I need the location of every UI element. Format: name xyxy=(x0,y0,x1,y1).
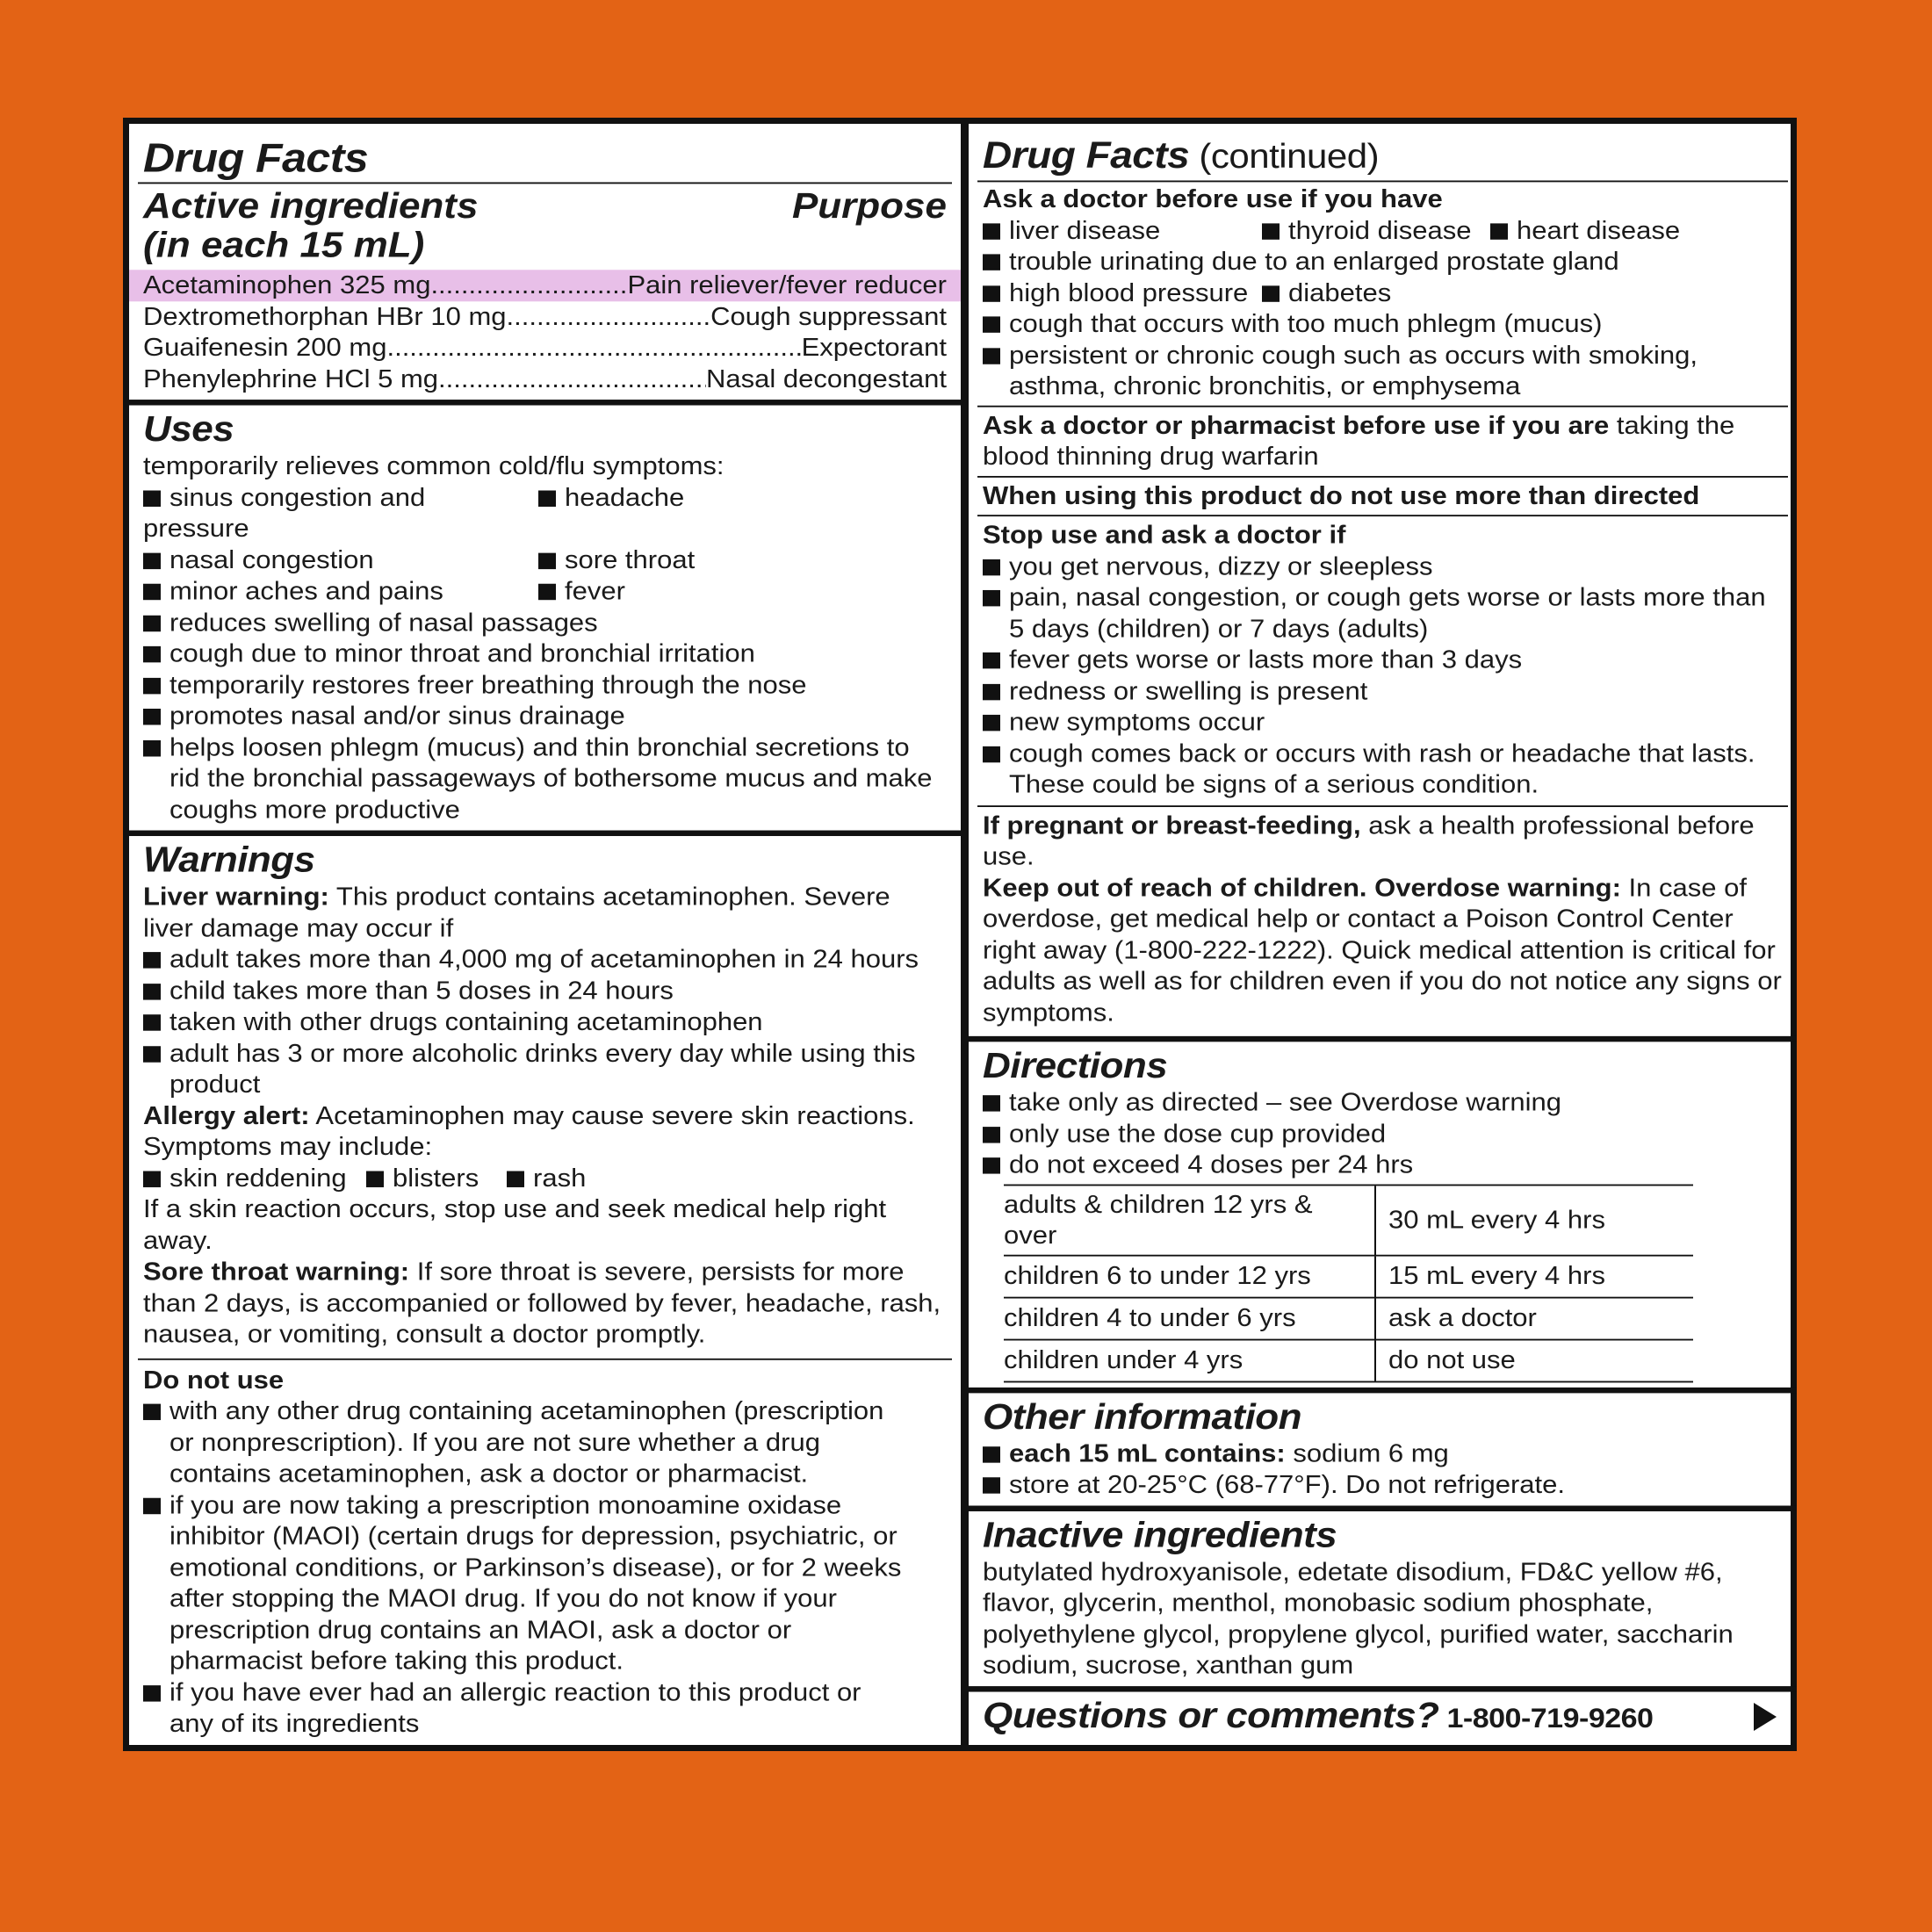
purpose-heading: Purpose xyxy=(791,186,947,227)
list-item-text: fever gets worse or lasts more than 3 days xyxy=(1009,645,1523,674)
ingredient-purpose: Cough suppressant xyxy=(710,301,947,331)
ingredient-row xyxy=(143,364,947,395)
list-item xyxy=(983,1150,1783,1180)
square-bullet-icon xyxy=(983,590,1000,606)
square-bullet-icon xyxy=(983,715,1000,731)
pregnancy-text: ask a health professional before use. xyxy=(983,811,1755,870)
list-item-text: rash xyxy=(533,1163,587,1193)
dose-cell: ask a doctor xyxy=(1375,1297,1693,1339)
active-ingredients-heading: Active ingredients xyxy=(143,186,479,227)
ingredient-name: Acetaminophen 325 mg xyxy=(143,270,431,299)
square-bullet-icon xyxy=(143,984,161,999)
table-row xyxy=(1004,1339,1693,1381)
list-item xyxy=(983,707,1783,738)
square-bullet-icon xyxy=(143,709,161,724)
list-item-text: helps loosen phlegm (mucus) and thin bronchial secretions to rid the bronchial passageways of bothersome mucus and make coughs more productive xyxy=(169,732,933,824)
list-item-text: minor aches and pains xyxy=(169,576,443,605)
list-item xyxy=(983,1438,1783,1469)
continued-label: (continued) xyxy=(1189,136,1380,176)
square-bullet-icon xyxy=(538,584,556,600)
square-bullet-icon xyxy=(143,740,161,756)
list-item-text: do not exceed 4 doses per 24 hrs xyxy=(1009,1150,1414,1179)
list-item-text: adult has 3 or more alcoholic drinks every day while using this product xyxy=(169,1038,916,1099)
inline-bullet-item xyxy=(538,482,684,544)
allergy-alert xyxy=(143,1100,947,1163)
list-item-text: nasal congestion xyxy=(169,544,374,574)
ask-doctor-title: Ask a doctor before use if you have xyxy=(983,184,1443,213)
storage-text: store at 20-25°C (68-77°F). Do not refrigerate. xyxy=(1009,1469,1566,1499)
square-bullet-icon xyxy=(538,552,556,568)
questions-phone: 1-800-719-9260 xyxy=(1438,1702,1654,1734)
list-item-text: headache xyxy=(565,482,685,512)
square-bullet-icon xyxy=(143,615,161,631)
list-item-text: cough due to minor throat and bronchial irritation xyxy=(169,638,755,667)
active-ingredients-subheading: (in each 15 mL) xyxy=(143,225,425,265)
sore-throat-warning xyxy=(143,1256,947,1350)
list-item xyxy=(983,1469,1783,1500)
square-bullet-icon xyxy=(983,285,1000,301)
leader-dots xyxy=(430,270,627,301)
drug-facts-continued-header xyxy=(977,124,1788,181)
list-item-text: reduces swelling of nasal passages xyxy=(169,607,598,637)
list-item-text: liver disease xyxy=(1009,215,1161,244)
ingredient-purpose: Expectorant xyxy=(801,333,947,362)
list-item-text: fever xyxy=(565,576,625,605)
list-item-text: temporarily restores freer breathing through the nose xyxy=(169,670,807,699)
uses-intro: temporarily relieves common cold/flu symptoms: xyxy=(143,451,724,480)
list-item xyxy=(983,738,1783,800)
list-item xyxy=(143,1489,903,1676)
uses-title: Uses xyxy=(143,409,234,450)
list-item-text: take only as directed – see Overdose warning xyxy=(1009,1087,1561,1117)
sodium-text: sodium 6 mg xyxy=(1285,1438,1449,1467)
column-divider xyxy=(961,124,969,1745)
drug-facts-header xyxy=(138,124,952,183)
inline-bullet-item xyxy=(366,1163,507,1194)
square-bullet-icon xyxy=(143,552,161,568)
age-group-cell: children 6 to under 12 yrs xyxy=(1004,1255,1375,1297)
age-group-cell: children under 4 yrs xyxy=(1004,1339,1375,1381)
list-item-text: with any other drug containing acetaminophen (prescription or nonprescription). If you are not sure whether a drug contains acetaminophen, ask a doctor or pharmacist. xyxy=(169,1396,884,1488)
drug-facts-panel xyxy=(123,118,1797,1751)
questions-label: Questions or comments? xyxy=(983,1695,1439,1735)
square-bullet-icon xyxy=(143,1404,161,1420)
list-item xyxy=(983,1087,1783,1118)
inactive-ingredients-title: Inactive ingredients xyxy=(983,1515,1337,1555)
liver-warning xyxy=(143,882,947,944)
ask-pharmacist-label: Ask a doctor or pharmacist before use if you are xyxy=(983,410,1610,440)
table-row xyxy=(1004,1255,1693,1297)
dose-table xyxy=(1004,1184,1693,1382)
square-bullet-icon xyxy=(983,316,1000,332)
pregnancy-overdose-section xyxy=(977,805,1788,1036)
leader-dots xyxy=(386,332,801,364)
list-item xyxy=(143,638,947,670)
warnings-section xyxy=(129,831,961,1359)
square-bullet-icon xyxy=(143,646,161,662)
table-row xyxy=(1004,1297,1693,1339)
left-column xyxy=(129,124,961,1738)
other-information-title: Other information xyxy=(983,1396,1302,1437)
list-item-text: new symptoms occur xyxy=(1009,707,1265,736)
list-item-text: high blood pressure xyxy=(1009,278,1249,306)
square-bullet-icon xyxy=(538,490,556,506)
square-bullet-icon xyxy=(983,683,1000,699)
list-item xyxy=(983,1118,1783,1149)
drug-facts-continued-title xyxy=(983,132,1783,178)
square-bullet-icon xyxy=(983,223,1000,239)
list-item-text: pain, nasal congestion, or cough gets worse or lasts more than 5 days (children) or 7 days (adults) xyxy=(1009,582,1766,643)
list-item-text: thyroid disease xyxy=(1288,215,1472,244)
square-bullet-icon xyxy=(983,1477,1000,1493)
square-bullet-icon xyxy=(983,559,1000,574)
list-item-text: if you have ever had an allergic reaction to this product or any of its ingredients xyxy=(169,1677,861,1738)
inline-bullet-item xyxy=(143,576,538,608)
inline-bullet-item xyxy=(1262,278,1490,308)
sore-throat-text: If sore throat is severe, persists for more than 2 days, is accompanied or followed by fever, headache, rash, nausea, or vomiting, consult a doctor promptly. xyxy=(143,1257,941,1348)
square-bullet-icon xyxy=(983,254,1000,270)
sodium-label: each 15 mL contains: xyxy=(1009,1438,1286,1467)
list-item xyxy=(143,944,947,976)
list-item xyxy=(143,1676,903,1739)
square-bullet-icon xyxy=(983,348,1000,364)
list-item-text: cough comes back or occurs with rash or headache that lasts. These could be signs of a serious condition. xyxy=(1009,739,1755,798)
overdose-label: Keep out of reach of children. Overdose warning: xyxy=(983,873,1621,902)
directions-section xyxy=(969,1036,1797,1388)
triangle-right-icon xyxy=(1754,1703,1777,1731)
list-item-text: taken with other drugs containing acetaminophen xyxy=(169,1006,763,1036)
square-bullet-icon xyxy=(983,1157,1000,1173)
square-bullet-icon xyxy=(366,1171,384,1186)
square-bullet-icon xyxy=(143,1171,161,1186)
square-bullet-icon xyxy=(983,1446,1000,1462)
square-bullet-icon xyxy=(1490,223,1508,239)
list-item xyxy=(983,645,1783,675)
inline-bullet-item xyxy=(538,576,625,608)
square-bullet-icon xyxy=(983,1127,1000,1143)
list-item-text: heart disease xyxy=(1517,215,1681,244)
list-item xyxy=(143,1006,947,1038)
ingredient-row xyxy=(143,332,947,364)
list-item xyxy=(983,340,1783,402)
inline-bullet-item xyxy=(1490,215,1683,246)
dose-cell: 30 mL every 4 hrs xyxy=(1375,1185,1693,1255)
allergy-alert-label: Allergy alert: xyxy=(143,1100,310,1129)
overdose-warning xyxy=(983,872,1783,1027)
pregnancy-label: If pregnant or breast-feeding, xyxy=(983,811,1361,840)
uses-grid-row xyxy=(143,576,947,608)
square-bullet-icon xyxy=(143,677,161,693)
list-item-text: only use the dose cup provided xyxy=(1009,1119,1387,1148)
list-item xyxy=(143,1038,947,1100)
do-not-use-title: Do not use xyxy=(143,1365,285,1395)
list-item-text: skin reddening xyxy=(169,1163,347,1193)
list-item xyxy=(143,975,947,1006)
list-item xyxy=(143,607,947,638)
directions-title: Directions xyxy=(983,1045,1168,1086)
questions-line xyxy=(983,1695,1783,1740)
square-bullet-icon xyxy=(143,1497,161,1513)
square-bullet-icon xyxy=(507,1171,524,1186)
allergy-alert-text: Acetaminophen may cause severe skin reactions. Symptoms may include: xyxy=(143,1100,915,1161)
list-item xyxy=(143,1395,903,1489)
list-item-text: persistent or chronic cough such as occurs with smoking, asthma, chronic bronchitis, or emphysema xyxy=(1009,340,1698,400)
ingredient-name: Guaifenesin 200 mg xyxy=(143,333,387,362)
age-group-cell: adults & children 12 yrs & over xyxy=(1004,1185,1375,1255)
warnings-title: Warnings xyxy=(143,840,315,880)
list-item xyxy=(143,701,947,732)
uses-section xyxy=(129,400,961,830)
when-using-text: When using this product do not use more than directed xyxy=(983,480,1700,510)
square-bullet-icon xyxy=(1262,223,1280,239)
square-bullet-icon xyxy=(983,652,1000,668)
square-bullet-icon xyxy=(143,490,161,506)
pregnancy-warning xyxy=(983,810,1783,872)
list-item xyxy=(983,246,1783,277)
ingredient-row xyxy=(129,270,961,301)
list-item-text: you get nervous, dizzy or sleepless xyxy=(1009,551,1433,580)
sore-throat-label: Sore throat warning: xyxy=(143,1257,410,1286)
square-bullet-icon xyxy=(143,1685,161,1701)
list-item-text: blisters xyxy=(393,1163,479,1193)
inline-bullet-item xyxy=(983,278,1262,308)
stop-use-section xyxy=(977,515,1788,804)
ingredient-purpose: Pain reliever/fever reducer xyxy=(627,270,947,299)
overdose-text: In case of overdose, get medical help or contact a Poison Control Center right away (1-800-222-1222). Quick medical attention is critical for adults as well as for children even if you do not notice any signs or symptoms. xyxy=(983,873,1782,1027)
list-item-text: child takes more than 5 doses in 24 hours xyxy=(169,976,674,1005)
ask-doctor-section xyxy=(977,181,1788,406)
square-bullet-icon xyxy=(143,952,161,968)
list-item-text: adult takes more than 4,000 mg of acetaminophen in 24 hours xyxy=(169,944,919,974)
square-bullet-icon xyxy=(1262,285,1280,301)
table-row xyxy=(1004,1185,1693,1255)
list-item xyxy=(983,582,1783,645)
inline-bullet-item xyxy=(538,544,695,576)
uses-grid-row xyxy=(143,544,947,576)
square-bullet-icon xyxy=(983,746,1000,761)
list-item xyxy=(983,551,1783,581)
questions-section xyxy=(969,1686,1797,1740)
list-item-text: promotes nasal and/or sinus drainage xyxy=(169,701,625,731)
list-item xyxy=(143,669,947,701)
list-item-text: sore throat xyxy=(565,544,696,574)
list-item-text: diabetes xyxy=(1288,278,1392,306)
ingredient-name: Dextromethorphan HBr 10 mg xyxy=(143,301,507,331)
square-bullet-icon xyxy=(143,584,161,600)
square-bullet-icon xyxy=(143,1046,161,1062)
list-item-text: sinus congestion and pressure xyxy=(143,482,426,543)
inactive-ingredients-section xyxy=(969,1505,1797,1686)
right-column xyxy=(969,124,1797,1735)
do-not-use-section xyxy=(138,1358,952,1739)
leader-dots xyxy=(507,301,711,333)
uses-grid-row xyxy=(143,482,947,544)
inline-bullet-item xyxy=(143,544,538,576)
list-item-text: trouble urinating due to an enlarged prostate gland xyxy=(1009,247,1619,276)
when-using-section xyxy=(977,476,1788,515)
leader-dots xyxy=(438,364,706,395)
ingredient-row xyxy=(143,301,947,333)
inline-bullet-item xyxy=(983,215,1262,246)
age-group-cell: children 4 to under 6 yrs xyxy=(1004,1297,1375,1339)
liver-warning-label: Liver warning: xyxy=(143,882,329,911)
inline-bullet-item xyxy=(143,1163,366,1194)
square-bullet-icon xyxy=(143,1014,161,1030)
list-item-text: redness or swelling is present xyxy=(1009,676,1368,705)
other-information-section xyxy=(969,1387,1797,1505)
list-item xyxy=(143,732,947,825)
inline-bullet-item xyxy=(507,1163,647,1194)
inline-bullet-item xyxy=(143,482,538,544)
list-item xyxy=(983,675,1783,706)
drug-facts-title-right: Drug Facts xyxy=(983,133,1190,176)
inline-bullet-item xyxy=(1262,215,1490,246)
drug-facts-title: Drug Facts xyxy=(143,134,369,181)
ask-pharmacist-section xyxy=(977,405,1788,475)
ingredient-purpose: Nasal decongestant xyxy=(705,364,947,393)
dose-cell: 15 mL every 4 hrs xyxy=(1375,1255,1693,1297)
ingredient-name: Phenylephrine HCl 5 mg xyxy=(143,364,439,393)
ask-pharmacist-text: taking the blood thinning drug warfarin xyxy=(983,410,1735,471)
inactive-ingredients-text: butylated hydroxyanisole, edetate disodium, FD&C yellow #6, flavor, glycerin, menthol, monobasic sodium phosphate, polyethylene glycol, propylene glycol, purified water, saccharin sodium, sucrose, xanthan gum xyxy=(983,1557,1734,1679)
list-item-text: if you are now taking a prescription monoamine oxidase inhibitor (MAOI) (certain drugs for depression, psychiatric, or emotional conditions, or Parkinson’s disease), or for 2 weeks after stopping the MAOI drug. If you do not know if your prescription drug contains an MAOI, ask a doctor or pharmacist before taking this product. xyxy=(169,1489,902,1676)
stop-use-title: Stop use and ask a doctor if xyxy=(983,520,1346,549)
active-ingredients-section xyxy=(138,183,952,400)
list-item-text: cough that occurs with too much phlegm (mucus) xyxy=(1009,309,1603,338)
skin-reaction-text: If a skin reaction occurs, stop use and seek medical help right away. xyxy=(143,1194,887,1255)
square-bullet-icon xyxy=(983,1095,1000,1111)
dose-cell: do not use xyxy=(1375,1339,1693,1381)
liver-warning-text: This product contains acetaminophen. Severe liver damage may occur if xyxy=(143,882,890,942)
list-item xyxy=(983,308,1783,339)
